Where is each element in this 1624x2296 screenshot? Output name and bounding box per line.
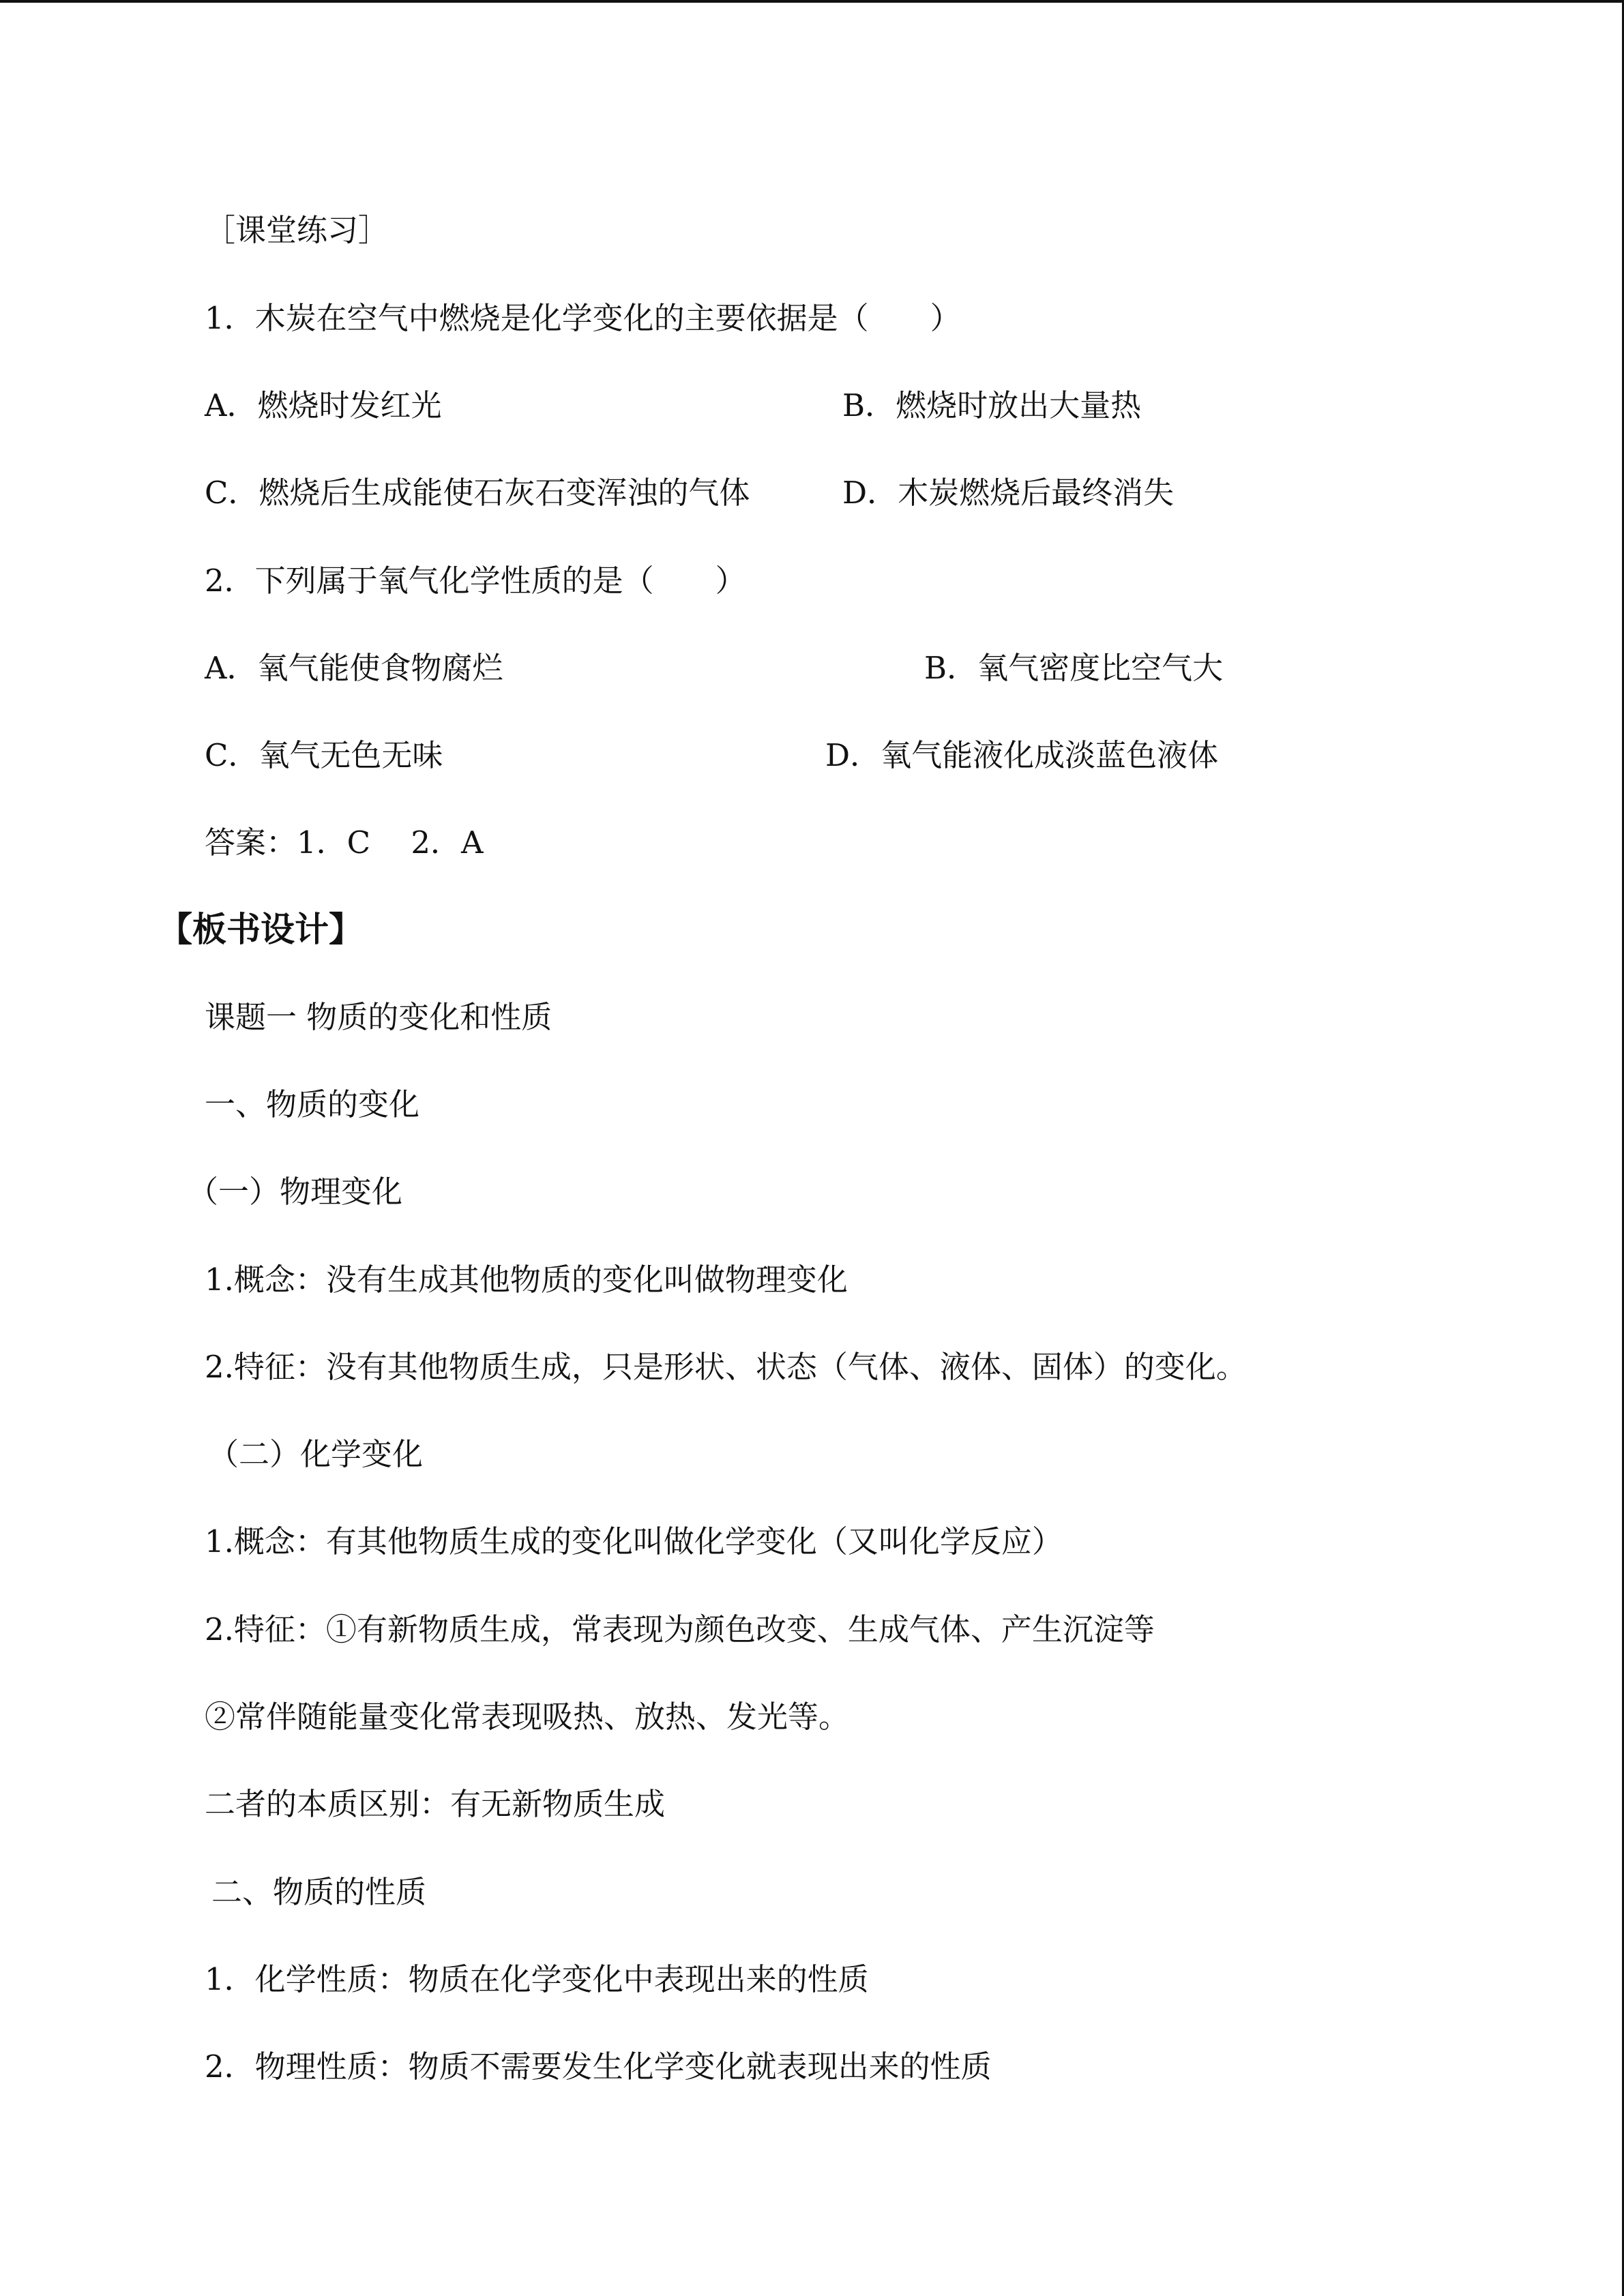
subsection-physical-change: （一）物理变化: [188, 1174, 403, 1210]
subsection-chemical-change: （二）化学变化: [208, 1436, 424, 1472]
physical-property-definition: 2．物理性质：物质不需要发生化学变化就表现出来的性质: [205, 2048, 992, 2085]
section-material-changes: 一、物质的变化: [205, 1086, 420, 1122]
chemical-change-concept: 1.概念：有其他物质生成的变化叫做化学变化（又叫化学反应）: [205, 1523, 1063, 1560]
question-2-option-b: B．氧气密度比空气大: [924, 650, 1224, 686]
question-1-option-d: D．木炭燃烧后最终消失: [842, 475, 1175, 511]
chemical-change-feature: 2.特征：①有新物质生成，常表现为颜色改变、生成气体、产生沉淀等: [205, 1611, 1155, 1648]
lesson-title: 课题一 物质的变化和性质: [205, 999, 552, 1035]
page-top-border: [0, 0, 1624, 3]
question-1-stem: 1．木炭在空气中燃烧是化学变化的主要依据是（ ）: [205, 300, 961, 336]
question-1-option-b: B．燃烧时放出大量热: [842, 387, 1142, 423]
question-2-option-d: D．氧气能液化成淡蓝色液体: [825, 737, 1219, 773]
chemical-property-definition: 1．化学性质：物质在化学变化中表现出来的性质: [205, 1961, 869, 1997]
question-1-option-c: C．燃烧后生成能使石灰石变浑浊的气体: [205, 475, 750, 511]
question-1-option-a: A．燃烧时发红光: [205, 387, 442, 423]
question-2-option-a: A．氧气能使食物腐烂: [205, 650, 503, 686]
physical-change-concept: 1.概念：没有生成其他物质的变化叫做物理变化: [205, 1262, 848, 1298]
chemical-change-feature-energy: ②常伴随能量变化常表现吸热、放热、发光等。: [205, 1699, 850, 1735]
physical-change-feature: 2.特征：没有其他物质生成，只是形状、状态（气体、液体、固体）的变化。: [205, 1349, 1247, 1385]
practice-title: ［课堂练习］: [205, 212, 389, 248]
essential-distinction: 二者的本质区别：有无新物质生成: [205, 1786, 666, 1822]
section-material-properties: 二、物质的性质: [211, 1874, 427, 1910]
question-2-option-c: C．氧气无色无味: [205, 737, 443, 773]
board-design-heading: 【板书设计】: [158, 910, 363, 949]
answer-key: 答案：1．C 2．A: [205, 824, 484, 861]
question-2-stem: 2．下列属于氧气化学性质的是（ ）: [205, 563, 746, 599]
